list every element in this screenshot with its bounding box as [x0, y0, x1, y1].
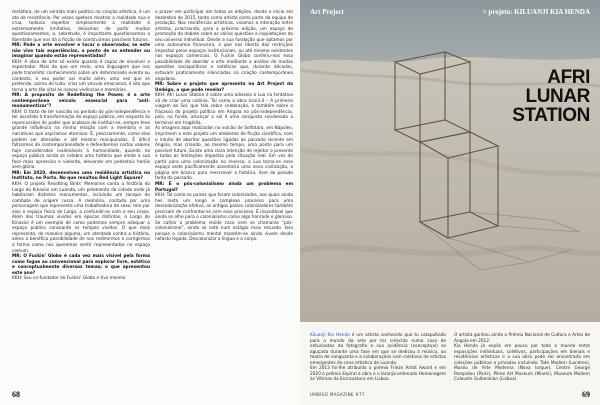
artist-bio-column-2	[454, 333, 590, 383]
project-title	[512, 68, 590, 125]
artist-name-link[interactable]: Kiluanji Kia Henda	[310, 333, 350, 338]
bio-paragraph: Kia Henda já expôs em pouco por todo o mundo entre exposições individuais, coletivas, participações em bienais e residências artísticas e a sua obra pode ser encontrada em coleções públicas e privadas incluindo: Tate Modern (Londres), Museo de Arte Moderna (Nova Iorque), Centre George Pompidou (Paris), Pérez Art Museum (Miami), Museum Modern Calouste Gulbenkian (Lisboa).	[454, 344, 590, 383]
interview-question: MR: Sobre o projeto que apresenta no Art Project do Umbigo, o que pode revelar?	[155, 82, 293, 93]
bio-text: é um artista conhecido que tu catapultado para o mundo da arte por ter crescido numa casa de entusiastas da fotografia e sua acidência (conceptual) se aguçada durante uma fase em que se dedicou à música, ao teatro de vanguarda e a colaborações com coletivos de artistas emergentes da cena artística de Luanda.	[310, 333, 446, 366]
interview-answer: KKH: A obra de arte só existe quando é capaz de envolver o espectador. Mais do que um meio, uma linguagem que nos pode transmitir conhecimento sobre um determinado evento ou contexto, o seu poder vai muito além, uma vez que se pretende, acima de tudo, criar um vínculo emocional, é isto que torna a arte tão vital às nossas vivências e memórias.	[12, 59, 150, 93]
artist-bio-column-1	[310, 333, 446, 383]
interview-answer: KKH: O projeto Resetting Birds' Memories conta a história do Largo do Kinaxixi em Luanda, um pelemento da cidade onde já habitaram distintos monumentos, incluindo um tanque de combate de origem russa. A memória, contada por uma personagem que representa uma trabalhadora de sexo, tem por eixo o espaço físico do Largo, a confundir-se com o seu corpo. Além dos traumas vividos em épocas distintas, o Largo do Kinaxixi é um exemplo de como podemos sempre adequar o espaço público consoante os tempos vividos. O que mais representa, de maneira alguma, um atentado contra a história, antes a benéfica possibilidade de nos redimirmos e corrigirmos a forma como nos queremos sentir representados no espaço comum.	[12, 181, 150, 254]
right-page	[300, 0, 600, 405]
interview-question: MR: A proposito de Redefining the Power, é a arte contemporânea veiculo essencial para "anti-monumentizar"?	[12, 93, 150, 110]
interview-question: MR: É o pós-colonialismo ainda um problema em Portugal?	[155, 181, 293, 193]
interview-answer: o prazer em participar em todas as edições, desde o início em dezembro de 2015, tanto como artista como parte da equipa de produção. Nas residências artísticas, visamos a interação entre artistas, priorizando, para a próxima edição, um espaço de promoção do debate sobre as várias questões e inquietações do seu universo individual. Desde a sua fundação que optamos por uma autonomia financeira, o que nos liberta das restrições impostas pelos espaços institucionais, ou até mesmo existentes nos espaços comerciais. O Fuckin Globo conferiu-nos essa possibilidade de abordar a arte mediante a análise de muitas questões sociopolíticas e estéticas que, durante décadas, estavam praticamente silenciadas na criação contemporânea angolana.	[155, 10, 293, 82]
interview-answer: KKH: Afri Lunar Station é sobre uma odisseia à Lua na tentativa vã de criar uma colónia. Tal como a obra Icon3.0 – A primeiro viagem ao Sol, que fala sobre celebração, e também sobre o fracasso do projeto político em Angola no pós-independência, pois, no fundo, alcançar o sol é uma conquista condenada a terminar em tragédia.	[155, 93, 293, 126]
bio-paragraph: Em 2013 foi-lhe atribuído o prémio Frieze Artist Award e em 2020 o prémio Espiral à obra e o laranja-ordenado Homenagem às Vítimas da Escravatura em Lisboa.	[310, 366, 446, 383]
interview-column-1	[12, 10, 150, 282]
interview-answer: KKH: Tal como os países que foram colonizados, aos quais ainda hes resta um longo e complexo processo para uma descolonização efetiva, os antigos países colonizadores também precisam de confrontar-se com esse processo. É inaceitável que ainda se olhe para o colonialismo como algo honrado e glorioso. Se calhar o problema reside caso nem se chamarás "pós-colonialismo", ainda se está num estágio mais recuado. Isso porque o colonialismo mental mantém-se ainda vivem desde nefasto legado. Descolonizar a língua e o corpo.	[155, 193, 293, 243]
interview-answer: KKH: Sou co-fundador do Fuckin' Globo e tive mesmo	[12, 276, 126, 282]
bio-paragraph: O artista ganhou ainda o Prémio Nacional de Cultura e Artes de Angola em 2012.	[454, 333, 590, 344]
page-number-right: 69	[582, 390, 590, 399]
title-line: AFRI	[547, 67, 590, 88]
page-number-left: 68	[12, 390, 20, 399]
project-label: > projeto: KILUANJI KIA HENDA	[482, 8, 590, 16]
interview-question: MR: O Fuckin' Globo é cada vez mais visível pela forma como fogue ao convencional para explorar livre, estético e conceptualmente diversos temas; o que apresentou este ano?	[12, 254, 150, 276]
interview-question: MR: Em 2020, desenvolveu uma residência artística no Instituto, no Porto. No que resultou Red Light Square?	[12, 170, 150, 182]
title-line: STATION	[512, 105, 590, 126]
interview-answer: KKH: O facto de ter nascido no período do pós-independência e ter assistido à transformação do espaço público, em resposta às repercussões do poder que acabava de instituir-se, sempre teve grande influência na minha relação com a memória e as narrativas que aspiramos eternizar. É, precisamente, como elas podem ser alteradas e até mesmo manipuladas. É difícil falharmos de contemporaneidade e defendermos certos valores hoje considerados inalienáveis à humanidade, quando no espaço público ainda se celebra uma história que omite a sua face mais opressiva e violenta, elevando em pedestais heróis sem glória.	[12, 109, 150, 171]
section-label: Art Project	[310, 8, 344, 16]
title-line: LUNAR	[525, 86, 590, 107]
desert-installation-photo	[300, 0, 600, 322]
magazine-footer: UMBIGO MAGAZINE #77	[310, 392, 365, 397]
interview-answer: As imagens aqui realizadas no vulcão de Solfatara, em Nápoles, imprimem a este projeto um ambiente de ficção científica, com o intuito de abordar questões ligadas ao passado recente em Angola, mas criando, ao mesmo tempo, uma ponte para um possível futuro. Existe uma clara intenção de rejeitar o presente e todas as limitações impostas pela situação real. Em vez de partir para uma colonização no reverso, a Lua torna-se esse espaço onde pacificamente assentaria uma nova civilização, a página em branco para reescrever a história, livre do pesado fardo do passado.	[155, 126, 293, 182]
interview-answer: metáfora, de um sentido mais poético na criação artística, é um ato de resistência. Por vezes apetece mostrar a realidade nua e crua, todavia espelhar simplesmente a realidade é extremamente limitativo, deixamos de partir muitos questionamentos, e, sobretudo, é importante questionarmos a liberdade que nos dá a ficção de construirmos possíveis futuros.	[12, 10, 150, 43]
bio-paragraph	[310, 333, 446, 366]
interview-column-2	[155, 10, 293, 243]
interview-question: MR: Pode a arte envolver e tocar o observador, se este não vive tais experiências, a ponto de as entender ou imaginar quando estão representadas?	[12, 43, 150, 60]
